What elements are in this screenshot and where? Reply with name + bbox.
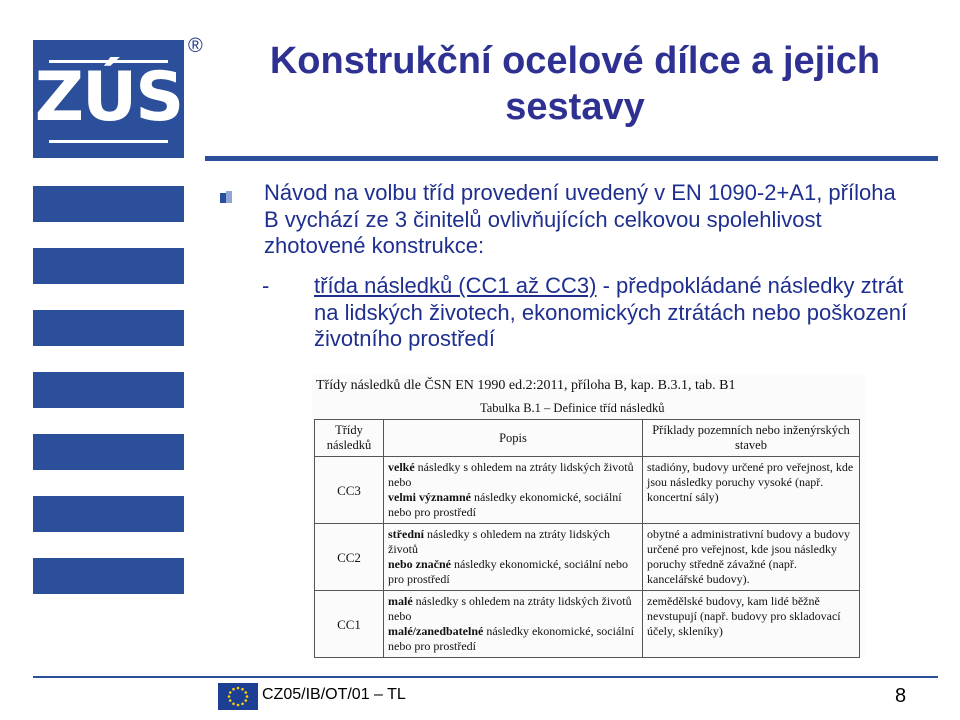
- dash-marker: -: [262, 273, 270, 298]
- page-number: 8: [895, 685, 907, 707]
- left-decorative-stripe: [33, 186, 184, 620]
- table-row: [315, 591, 860, 658]
- title-divider: [205, 156, 938, 161]
- header-description: Popis: [384, 420, 643, 457]
- examples-cell: stadióny, budovy určené pro veřejnost, kde jsou následky poruchy vysoké (např. koncertní sály): [643, 457, 860, 524]
- description-cell: malé následky s ohledem na ztráty lidských životů nebo malé/zanedbatelné následky ekonomické, sociální nebo pro prostředí: [384, 591, 643, 658]
- consequence-classes-table: [314, 419, 860, 658]
- zus-logo: [33, 40, 184, 158]
- header-classes: Třídy následků: [315, 420, 384, 457]
- table-row: [315, 457, 860, 524]
- examples-cell: zemědělské budovy, kam lidé běžně nevstupují (např. budovy pro skladovací účely, skleníky): [643, 591, 860, 658]
- project-code: CZ05/IB/OT/01 – TL: [262, 686, 406, 703]
- stripe-block: [33, 310, 184, 346]
- eu-flag-icon: [218, 683, 258, 710]
- slide-title: Konstrukční ocelové dílce a jejich sestavy: [269, 40, 881, 128]
- table-subcaption: Tabulka B.1 – Definice tříd následků: [480, 401, 665, 415]
- stripe-block: [33, 186, 184, 222]
- class-cell: CC1: [315, 591, 384, 658]
- table-caption: Třídy následků dle ČSN EN 1990 ed.2:2011, příloha B, kap. B.3.1, tab. B1: [316, 378, 736, 393]
- header-examples: Příklady pozemních nebo inženýrských staveb: [643, 420, 860, 457]
- consequence-classes-table-image: [312, 374, 865, 657]
- description-cell: velké následky s ohledem na ztráty lidských životů nebo velmi významné následky ekonomické, sociální nebo pro prostředí: [384, 457, 643, 524]
- sub-paragraph: [314, 273, 924, 353]
- footer-divider: [33, 676, 938, 678]
- sub-paragraph-rest: - předpokládané následky ztrát na lidských životech, ekonomických ztrátách nebo poškození životního prostředí: [314, 273, 908, 351]
- class-cell: CC2: [315, 524, 384, 591]
- stripe-block: [33, 558, 184, 594]
- bullet-icon: [220, 191, 232, 203]
- bullet-paragraph: Návod na volbu tříd provedení uvedený v EN 1090-2+A1, příloha B vychází ze 3 činitelů ovlivňujících celkovou spolehlivost zhotovené konstrukce:: [264, 180, 896, 258]
- stripe-block: [33, 434, 184, 470]
- stripe-block: [33, 496, 184, 532]
- table-row: [315, 524, 860, 591]
- logo-text: ZÚS: [34, 58, 183, 137]
- stripe-block: [33, 372, 184, 408]
- class-cell: CC3: [315, 457, 384, 524]
- stripe-block: [33, 248, 184, 284]
- registered-mark: ®: [188, 35, 203, 57]
- consequence-class-link: třída následků (CC1 až CC3): [314, 273, 597, 298]
- description-cell: střední následky s ohledem na ztráty lidských životů nebo značné následky ekonomické, sociální nebo pro prostředí: [384, 524, 643, 591]
- examples-cell: obytné a administrativní budovy a budovy určené pro veřejnost, kde jsou následky poruchy středně závažné (např. kancelářské budovy).: [643, 524, 860, 591]
- table-header-row: [315, 420, 860, 457]
